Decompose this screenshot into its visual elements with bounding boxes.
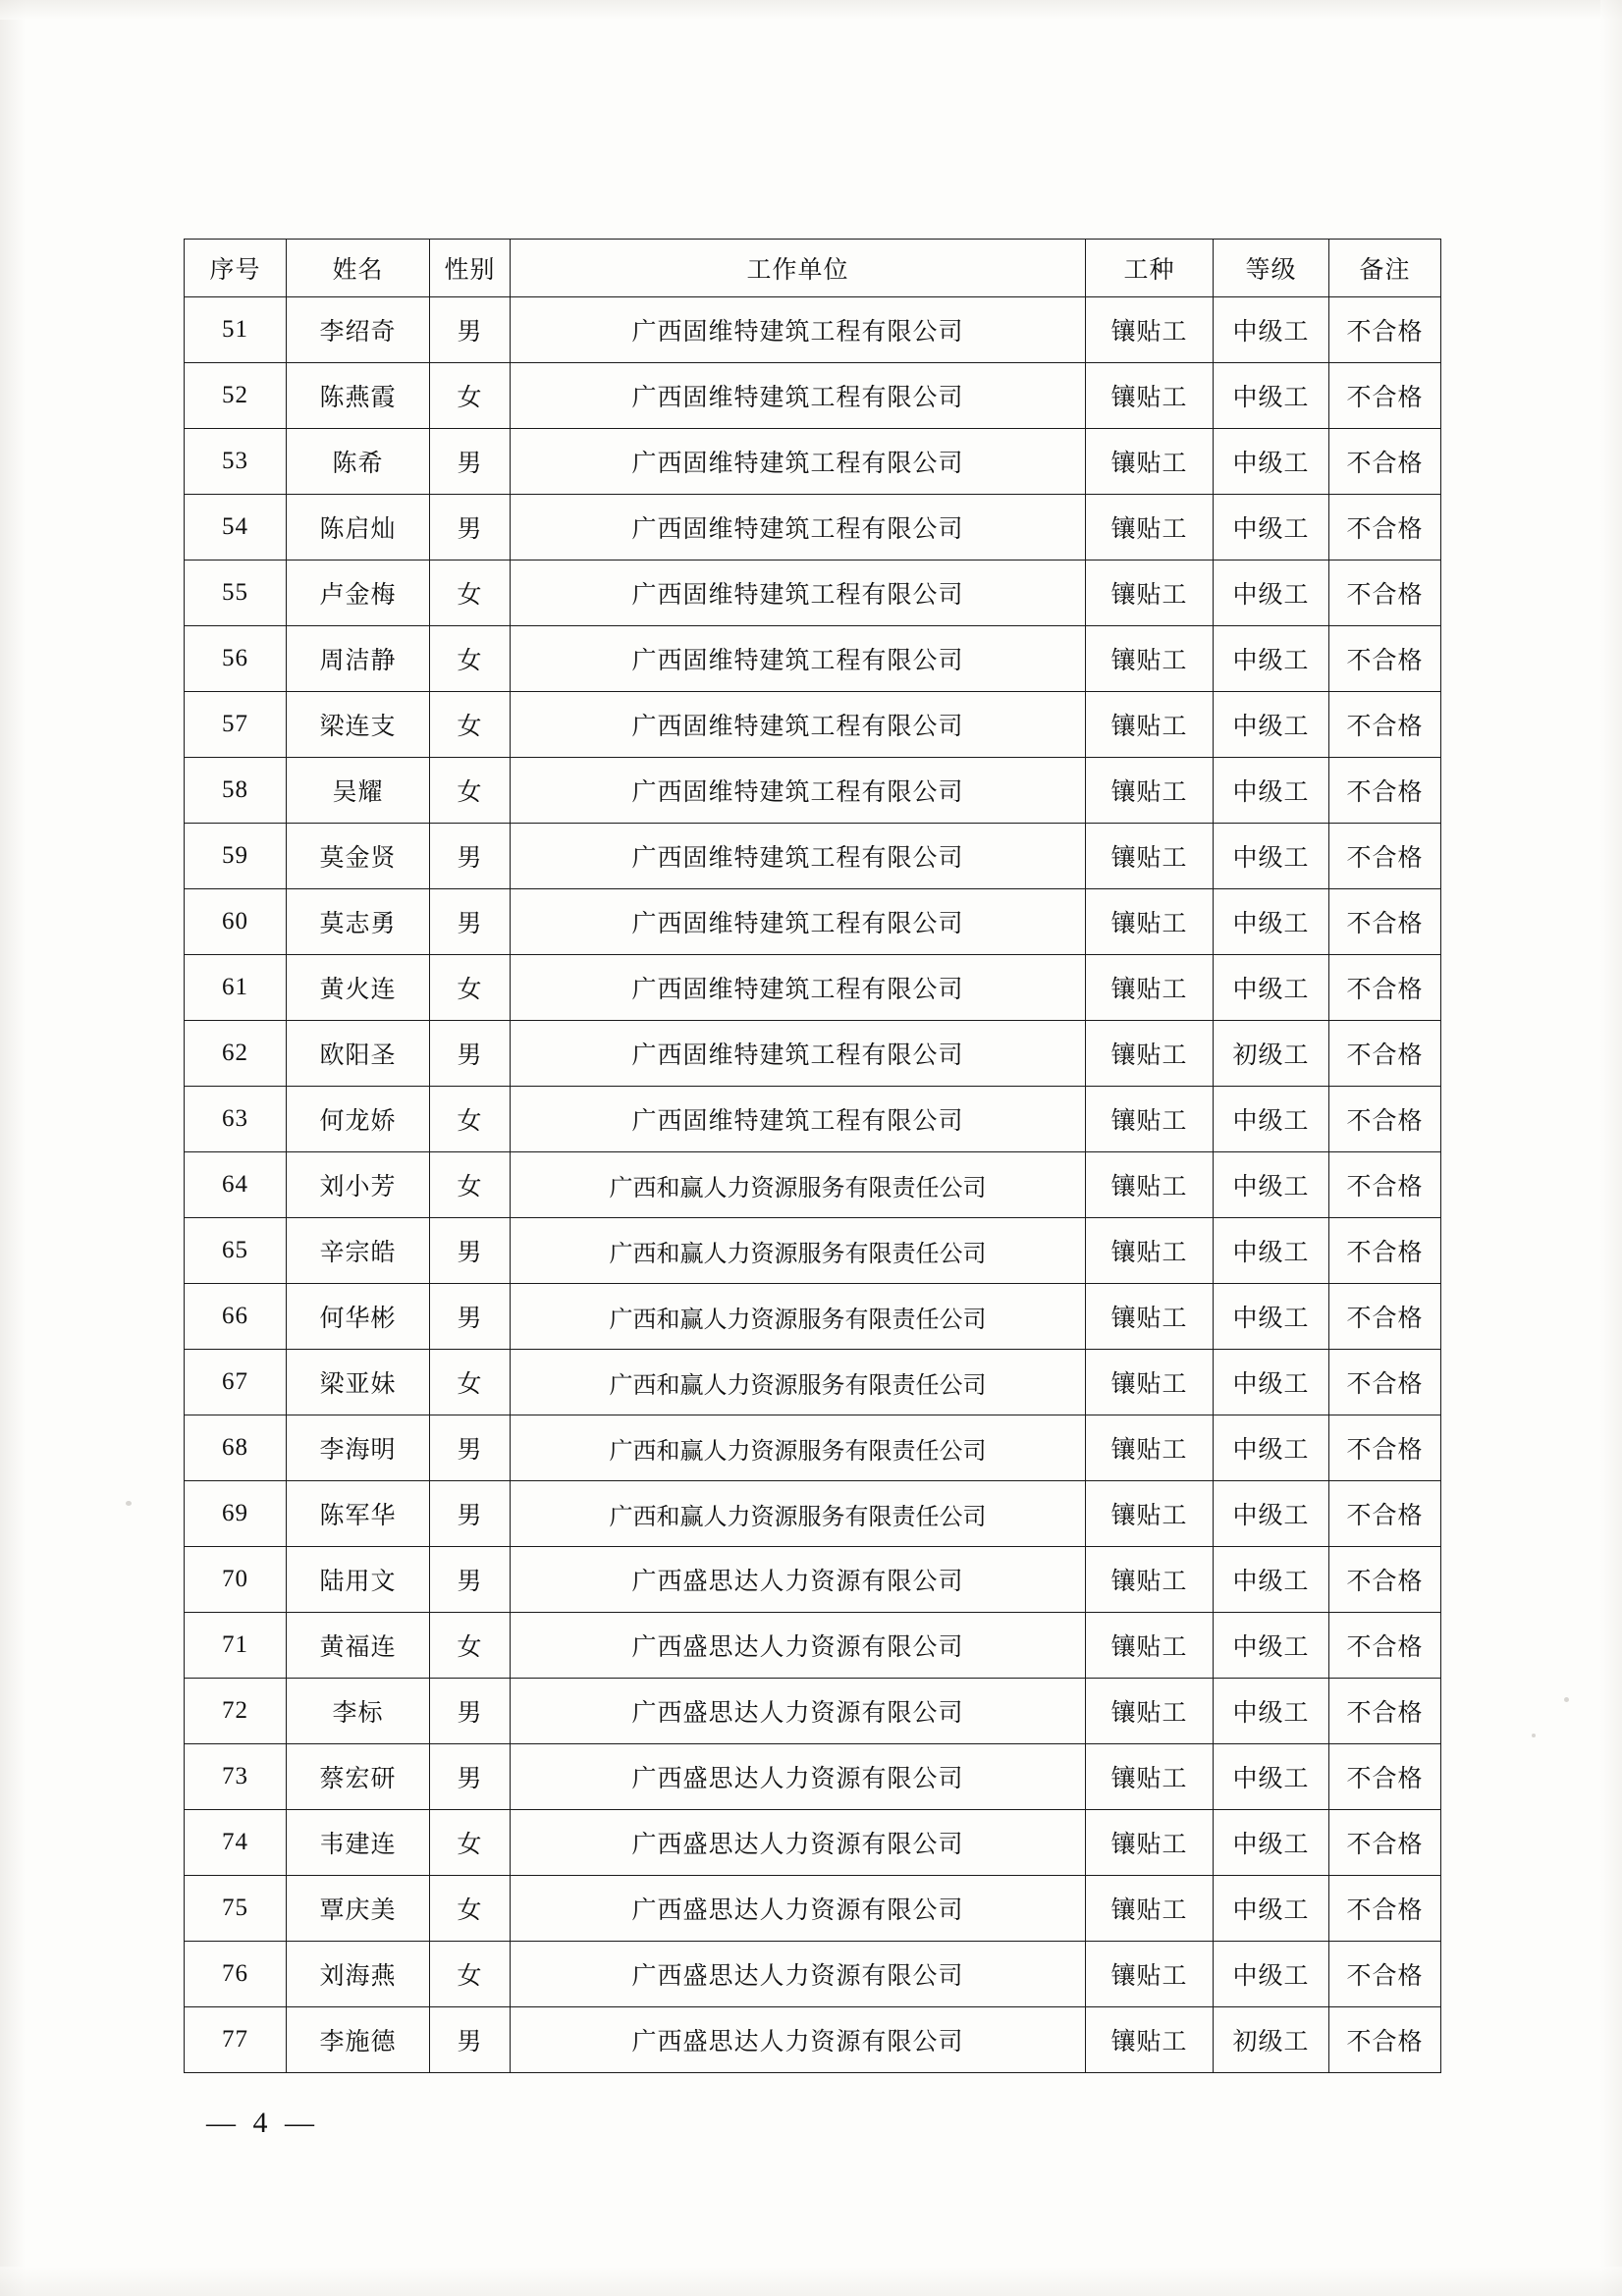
cell-remark: 不合格 bbox=[1329, 758, 1441, 824]
cell-seq: 55 bbox=[185, 561, 287, 626]
cell-seq: 54 bbox=[185, 495, 287, 561]
cell-remark: 不合格 bbox=[1329, 1679, 1441, 1744]
cell-name: 何龙娇 bbox=[287, 1087, 430, 1152]
cell-seq: 66 bbox=[185, 1284, 287, 1350]
cell-remark: 不合格 bbox=[1329, 1481, 1441, 1547]
cell-gender: 男 bbox=[430, 824, 511, 889]
cell-work-unit: 广西盛思达人力资源有限公司 bbox=[511, 1613, 1086, 1679]
cell-remark: 不合格 bbox=[1329, 955, 1441, 1021]
cell-name: 陈军华 bbox=[287, 1481, 430, 1547]
cell-seq: 52 bbox=[185, 363, 287, 429]
cell-work-unit: 广西固维特建筑工程有限公司 bbox=[511, 692, 1086, 758]
table-row bbox=[185, 692, 1441, 758]
cell-gender: 女 bbox=[430, 955, 511, 1021]
cell-work-unit: 广西固维特建筑工程有限公司 bbox=[511, 824, 1086, 889]
cell-job-type: 镶贴工 bbox=[1086, 1876, 1214, 1942]
cell-level: 中级工 bbox=[1214, 758, 1329, 824]
table-row bbox=[185, 626, 1441, 692]
table-row bbox=[185, 758, 1441, 824]
table-row bbox=[185, 1876, 1441, 1942]
scan-speck bbox=[1532, 1734, 1536, 1737]
column-header-level: 等级 bbox=[1214, 240, 1329, 297]
cell-work-unit: 广西固维特建筑工程有限公司 bbox=[511, 626, 1086, 692]
table-row bbox=[185, 495, 1441, 561]
cell-job-type: 镶贴工 bbox=[1086, 692, 1214, 758]
cell-seq: 67 bbox=[185, 1350, 287, 1415]
cell-name: 陆用文 bbox=[287, 1547, 430, 1613]
cell-seq: 51 bbox=[185, 297, 287, 363]
table-row bbox=[185, 1218, 1441, 1284]
cell-job-type: 镶贴工 bbox=[1086, 1613, 1214, 1679]
cell-work-unit: 广西盛思达人力资源有限公司 bbox=[511, 1876, 1086, 1942]
column-header-remark: 备注 bbox=[1329, 240, 1441, 297]
cell-level: 中级工 bbox=[1214, 1152, 1329, 1218]
cell-job-type: 镶贴工 bbox=[1086, 1152, 1214, 1218]
cell-level: 中级工 bbox=[1214, 1876, 1329, 1942]
table-row bbox=[185, 1415, 1441, 1481]
cell-gender: 男 bbox=[430, 889, 511, 955]
cell-work-unit: 广西固维特建筑工程有限公司 bbox=[511, 297, 1086, 363]
cell-work-unit: 广西盛思达人力资源有限公司 bbox=[511, 1547, 1086, 1613]
cell-level: 中级工 bbox=[1214, 1942, 1329, 2007]
column-header-name: 姓名 bbox=[287, 240, 430, 297]
cell-level: 中级工 bbox=[1214, 429, 1329, 495]
cell-seq: 65 bbox=[185, 1218, 287, 1284]
cell-gender: 男 bbox=[430, 1744, 511, 1810]
cell-name: 刘海燕 bbox=[287, 1942, 430, 2007]
cell-gender: 女 bbox=[430, 363, 511, 429]
cell-seq: 57 bbox=[185, 692, 287, 758]
cell-level: 中级工 bbox=[1214, 1087, 1329, 1152]
scan-edge-left bbox=[0, 0, 26, 2296]
cell-seq: 60 bbox=[185, 889, 287, 955]
cell-work-unit: 广西固维特建筑工程有限公司 bbox=[511, 758, 1086, 824]
table-row bbox=[185, 1679, 1441, 1744]
cell-gender: 女 bbox=[430, 1087, 511, 1152]
cell-name: 陈燕霞 bbox=[287, 363, 430, 429]
column-header-seq: 序号 bbox=[185, 240, 287, 297]
table-row bbox=[185, 1613, 1441, 1679]
cell-name: 周洁静 bbox=[287, 626, 430, 692]
cell-seq: 75 bbox=[185, 1876, 287, 1942]
cell-gender: 男 bbox=[430, 1021, 511, 1087]
cell-job-type: 镶贴工 bbox=[1086, 297, 1214, 363]
cell-work-unit: 广西固维特建筑工程有限公司 bbox=[511, 561, 1086, 626]
cell-job-type: 镶贴工 bbox=[1086, 1415, 1214, 1481]
cell-remark: 不合格 bbox=[1329, 1087, 1441, 1152]
cell-remark: 不合格 bbox=[1329, 297, 1441, 363]
cell-work-unit: 广西盛思达人力资源有限公司 bbox=[511, 1942, 1086, 2007]
cell-remark: 不合格 bbox=[1329, 1613, 1441, 1679]
cell-seq: 68 bbox=[185, 1415, 287, 1481]
cell-level: 中级工 bbox=[1214, 889, 1329, 955]
cell-remark: 不合格 bbox=[1329, 1744, 1441, 1810]
cell-remark: 不合格 bbox=[1329, 889, 1441, 955]
table-row bbox=[185, 2007, 1441, 2073]
cell-work-unit: 广西盛思达人力资源有限公司 bbox=[511, 1810, 1086, 1876]
cell-name: 覃庆美 bbox=[287, 1876, 430, 1942]
cell-name: 梁连支 bbox=[287, 692, 430, 758]
table-row bbox=[185, 1942, 1441, 2007]
cell-remark: 不合格 bbox=[1329, 1876, 1441, 1942]
cell-seq: 71 bbox=[185, 1613, 287, 1679]
cell-gender: 男 bbox=[430, 1547, 511, 1613]
cell-name: 陈启灿 bbox=[287, 495, 430, 561]
cell-job-type: 镶贴工 bbox=[1086, 758, 1214, 824]
table-row bbox=[185, 1547, 1441, 1613]
cell-seq: 74 bbox=[185, 1810, 287, 1876]
cell-job-type: 镶贴工 bbox=[1086, 889, 1214, 955]
cell-work-unit: 广西盛思达人力资源有限公司 bbox=[511, 1679, 1086, 1744]
cell-name: 莫金贤 bbox=[287, 824, 430, 889]
cell-gender: 女 bbox=[430, 692, 511, 758]
cell-level: 中级工 bbox=[1214, 1810, 1329, 1876]
cell-work-unit: 广西和赢人力资源服务有限责任公司 bbox=[511, 1284, 1086, 1350]
cell-work-unit: 广西固维特建筑工程有限公司 bbox=[511, 889, 1086, 955]
cell-job-type: 镶贴工 bbox=[1086, 1087, 1214, 1152]
cell-job-type: 镶贴工 bbox=[1086, 1218, 1214, 1284]
cell-work-unit: 广西固维特建筑工程有限公司 bbox=[511, 1021, 1086, 1087]
scan-edge-top bbox=[0, 0, 1622, 20]
cell-level: 中级工 bbox=[1214, 561, 1329, 626]
cell-job-type: 镶贴工 bbox=[1086, 626, 1214, 692]
table-row bbox=[185, 1810, 1441, 1876]
table-row bbox=[185, 1744, 1441, 1810]
cell-remark: 不合格 bbox=[1329, 1810, 1441, 1876]
cell-gender: 女 bbox=[430, 626, 511, 692]
cell-work-unit: 广西固维特建筑工程有限公司 bbox=[511, 429, 1086, 495]
cell-level: 中级工 bbox=[1214, 363, 1329, 429]
cell-remark: 不合格 bbox=[1329, 495, 1441, 561]
cell-remark: 不合格 bbox=[1329, 1942, 1441, 2007]
cell-name: 刘小芳 bbox=[287, 1152, 430, 1218]
cell-job-type: 镶贴工 bbox=[1086, 1547, 1214, 1613]
cell-level: 初级工 bbox=[1214, 2007, 1329, 2073]
cell-gender: 女 bbox=[430, 1350, 511, 1415]
table-row bbox=[185, 1284, 1441, 1350]
cell-gender: 男 bbox=[430, 1481, 511, 1547]
cell-seq: 76 bbox=[185, 1942, 287, 2007]
cell-remark: 不合格 bbox=[1329, 561, 1441, 626]
cell-remark: 不合格 bbox=[1329, 1218, 1441, 1284]
cell-level: 中级工 bbox=[1214, 495, 1329, 561]
table-row bbox=[185, 297, 1441, 363]
cell-level: 中级工 bbox=[1214, 1218, 1329, 1284]
cell-gender: 女 bbox=[430, 1942, 511, 2007]
cell-seq: 73 bbox=[185, 1744, 287, 1810]
cell-job-type: 镶贴工 bbox=[1086, 561, 1214, 626]
cell-level: 中级工 bbox=[1214, 1547, 1329, 1613]
cell-name: 韦建连 bbox=[287, 1810, 430, 1876]
cell-remark: 不合格 bbox=[1329, 1284, 1441, 1350]
cell-level: 中级工 bbox=[1214, 955, 1329, 1021]
cell-job-type: 镶贴工 bbox=[1086, 1021, 1214, 1087]
scan-speck bbox=[126, 1501, 132, 1506]
cell-seq: 58 bbox=[185, 758, 287, 824]
cell-job-type: 镶贴工 bbox=[1086, 955, 1214, 1021]
cell-gender: 男 bbox=[430, 1679, 511, 1744]
cell-remark: 不合格 bbox=[1329, 2007, 1441, 2073]
table-row bbox=[185, 889, 1441, 955]
table-row bbox=[185, 363, 1441, 429]
table-row bbox=[185, 955, 1441, 1021]
cell-gender: 男 bbox=[430, 1415, 511, 1481]
cell-job-type: 镶贴工 bbox=[1086, 1679, 1214, 1744]
cell-remark: 不合格 bbox=[1329, 626, 1441, 692]
cell-work-unit: 广西和赢人力资源服务有限责任公司 bbox=[511, 1481, 1086, 1547]
cell-remark: 不合格 bbox=[1329, 1152, 1441, 1218]
cell-gender: 男 bbox=[430, 2007, 511, 2073]
cell-seq: 69 bbox=[185, 1481, 287, 1547]
cell-level: 中级工 bbox=[1214, 692, 1329, 758]
cell-name: 梁亚妹 bbox=[287, 1350, 430, 1415]
cell-work-unit: 广西固维特建筑工程有限公司 bbox=[511, 495, 1086, 561]
cell-seq: 70 bbox=[185, 1547, 287, 1613]
cell-name: 欧阳圣 bbox=[287, 1021, 430, 1087]
cell-job-type: 镶贴工 bbox=[1086, 1744, 1214, 1810]
column-header-work-unit: 工作单位 bbox=[511, 240, 1086, 297]
cell-remark: 不合格 bbox=[1329, 1415, 1441, 1481]
table-row bbox=[185, 1087, 1441, 1152]
cell-seq: 56 bbox=[185, 626, 287, 692]
cell-work-unit: 广西和赢人力资源服务有限责任公司 bbox=[511, 1152, 1086, 1218]
cell-job-type: 镶贴工 bbox=[1086, 1810, 1214, 1876]
cell-level: 中级工 bbox=[1214, 1744, 1329, 1810]
cell-gender: 男 bbox=[430, 1284, 511, 1350]
cell-remark: 不合格 bbox=[1329, 1547, 1441, 1613]
table-row bbox=[185, 429, 1441, 495]
cell-gender: 女 bbox=[430, 561, 511, 626]
cell-job-type: 镶贴工 bbox=[1086, 1350, 1214, 1415]
cell-level: 初级工 bbox=[1214, 1021, 1329, 1087]
cell-name: 辛宗皓 bbox=[287, 1218, 430, 1284]
cell-level: 中级工 bbox=[1214, 1679, 1329, 1744]
cell-remark: 不合格 bbox=[1329, 1350, 1441, 1415]
cell-job-type: 镶贴工 bbox=[1086, 824, 1214, 889]
table-row bbox=[185, 1021, 1441, 1087]
cell-remark: 不合格 bbox=[1329, 363, 1441, 429]
cell-name: 莫志勇 bbox=[287, 889, 430, 955]
cell-name: 卢金梅 bbox=[287, 561, 430, 626]
cell-work-unit: 广西和赢人力资源服务有限责任公司 bbox=[511, 1218, 1086, 1284]
cell-level: 中级工 bbox=[1214, 824, 1329, 889]
roster-table bbox=[184, 239, 1441, 2073]
cell-work-unit: 广西固维特建筑工程有限公司 bbox=[511, 955, 1086, 1021]
table-row bbox=[185, 1481, 1441, 1547]
cell-name: 李绍奇 bbox=[287, 297, 430, 363]
cell-remark: 不合格 bbox=[1329, 824, 1441, 889]
cell-name: 李施德 bbox=[287, 2007, 430, 2073]
cell-level: 中级工 bbox=[1214, 1415, 1329, 1481]
cell-work-unit: 广西和赢人力资源服务有限责任公司 bbox=[511, 1350, 1086, 1415]
table-row bbox=[185, 561, 1441, 626]
cell-work-unit: 广西固维特建筑工程有限公司 bbox=[511, 363, 1086, 429]
cell-level: 中级工 bbox=[1214, 626, 1329, 692]
cell-name: 何华彬 bbox=[287, 1284, 430, 1350]
cell-seq: 62 bbox=[185, 1021, 287, 1087]
cell-gender: 男 bbox=[430, 297, 511, 363]
cell-name: 李海明 bbox=[287, 1415, 430, 1481]
scan-edge-bottom bbox=[0, 2267, 1622, 2296]
roster-table-container bbox=[184, 239, 1440, 2073]
column-header-gender: 性别 bbox=[430, 240, 511, 297]
cell-work-unit: 广西和赢人力资源服务有限责任公司 bbox=[511, 1415, 1086, 1481]
cell-work-unit: 广西盛思达人力资源有限公司 bbox=[511, 1744, 1086, 1810]
roster-table-body bbox=[185, 297, 1441, 2073]
cell-level: 中级工 bbox=[1214, 1284, 1329, 1350]
cell-work-unit: 广西盛思达人力资源有限公司 bbox=[511, 2007, 1086, 2073]
cell-job-type: 镶贴工 bbox=[1086, 429, 1214, 495]
cell-job-type: 镶贴工 bbox=[1086, 1481, 1214, 1547]
cell-remark: 不合格 bbox=[1329, 692, 1441, 758]
scan-speck bbox=[1564, 1697, 1569, 1702]
cell-job-type: 镶贴工 bbox=[1086, 2007, 1214, 2073]
cell-name: 黄福连 bbox=[287, 1613, 430, 1679]
cell-job-type: 镶贴工 bbox=[1086, 495, 1214, 561]
cell-gender: 男 bbox=[430, 429, 511, 495]
column-header-job-type: 工种 bbox=[1086, 240, 1214, 297]
cell-remark: 不合格 bbox=[1329, 429, 1441, 495]
cell-job-type: 镶贴工 bbox=[1086, 1284, 1214, 1350]
cell-work-unit: 广西固维特建筑工程有限公司 bbox=[511, 1087, 1086, 1152]
cell-gender: 女 bbox=[430, 758, 511, 824]
cell-gender: 女 bbox=[430, 1876, 511, 1942]
table-header-row bbox=[185, 240, 1441, 297]
cell-gender: 女 bbox=[430, 1152, 511, 1218]
cell-job-type: 镶贴工 bbox=[1086, 1942, 1214, 2007]
cell-seq: 53 bbox=[185, 429, 287, 495]
cell-gender: 男 bbox=[430, 1218, 511, 1284]
table-row bbox=[185, 1152, 1441, 1218]
cell-gender: 女 bbox=[430, 1810, 511, 1876]
cell-name: 陈希 bbox=[287, 429, 430, 495]
cell-remark: 不合格 bbox=[1329, 1021, 1441, 1087]
table-row bbox=[185, 1350, 1441, 1415]
cell-gender: 男 bbox=[430, 495, 511, 561]
cell-name: 黄火连 bbox=[287, 955, 430, 1021]
cell-job-type: 镶贴工 bbox=[1086, 363, 1214, 429]
cell-seq: 61 bbox=[185, 955, 287, 1021]
cell-seq: 72 bbox=[185, 1679, 287, 1744]
cell-seq: 59 bbox=[185, 824, 287, 889]
cell-name: 吴耀 bbox=[287, 758, 430, 824]
cell-level: 中级工 bbox=[1214, 1613, 1329, 1679]
cell-seq: 63 bbox=[185, 1087, 287, 1152]
cell-name: 李标 bbox=[287, 1679, 430, 1744]
cell-level: 中级工 bbox=[1214, 1481, 1329, 1547]
cell-level: 中级工 bbox=[1214, 1350, 1329, 1415]
page-number: — 4 — bbox=[206, 2107, 319, 2139]
cell-seq: 64 bbox=[185, 1152, 287, 1218]
cell-gender: 女 bbox=[430, 1613, 511, 1679]
cell-name: 蔡宏研 bbox=[287, 1744, 430, 1810]
scan-edge-right bbox=[1600, 0, 1622, 2296]
cell-level: 中级工 bbox=[1214, 297, 1329, 363]
cell-seq: 77 bbox=[185, 2007, 287, 2073]
table-row bbox=[185, 824, 1441, 889]
